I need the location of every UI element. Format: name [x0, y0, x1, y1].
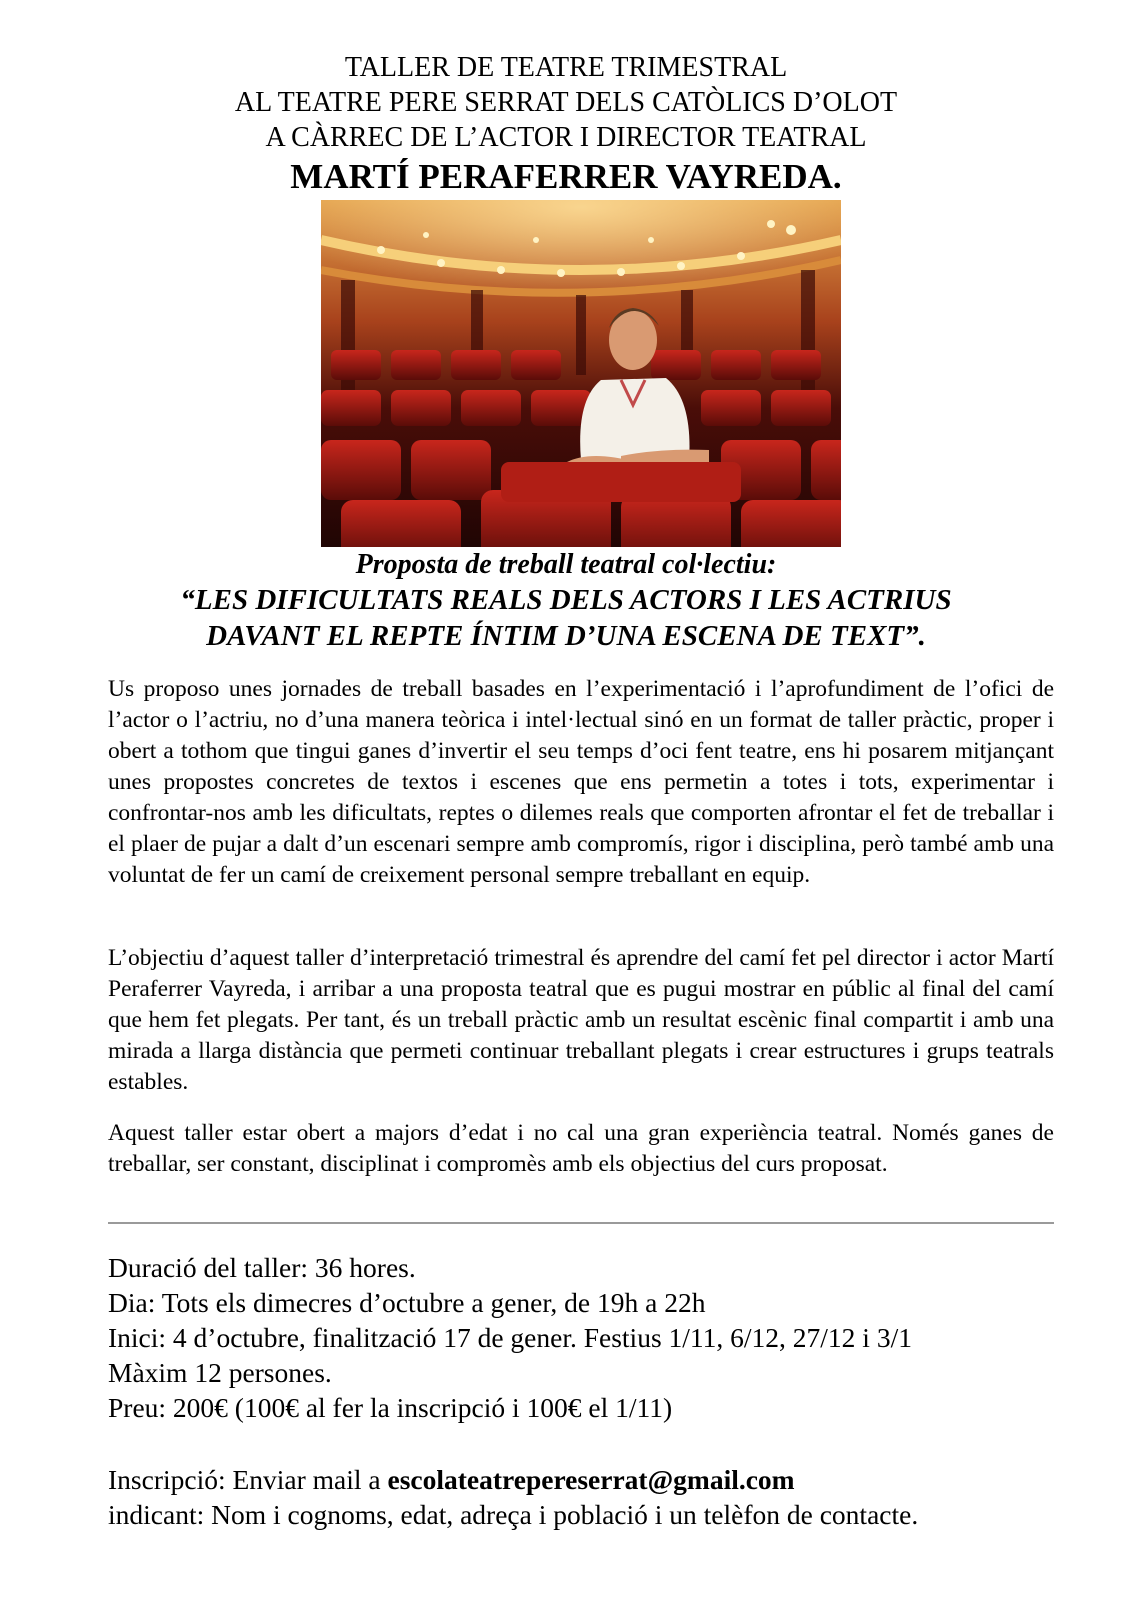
header-line-1: TALLER DE TEATRE TRIMESTRAL	[344, 52, 788, 83]
signup-info	[108, 1462, 1068, 1532]
theatre-photo-icon	[321, 200, 841, 547]
max-text: Màxim 12 persones.	[108, 1357, 332, 1388]
director-name: MARTÍ PERAFERRER VAYREDA.	[290, 157, 842, 196]
proposal-line-3: DAVANT EL REPTE ÍNTIM D’UNA ESCENA DE TEXT”.	[206, 620, 926, 652]
proposal-line-2: “LES DIFICULTATS REALS DELS ACTORS I LES ACTRIUS	[180, 584, 952, 616]
start-text: Inici: 4 d’octubre, finalització 17 de gener. Festius 1/11, 6/12, 27/12 i 3/1	[108, 1322, 912, 1353]
header	[0, 50, 1132, 199]
day-text: Dia: Tots els dimecres d’octubre a gener, de 19h a 22h	[108, 1287, 706, 1318]
paragraph-intro: Us proposo unes jornades de treball basades en l’experimentació i l’aprofundiment de l’ofici de l’actor o l’actriu, no d’una manera teòrica i intel·lectual sinó en un format de taller pràctic, proper i obert a tothom que tingui ganes d’invertir el seu temps d’oci fent teatre, ens hi posarem mitjançant unes propostes concretes de textos i escenes que ens permetin a totes i tots, experimentar i confrontar-nos amb les dificultats, reptes o dilemes reals que comporten afrontar el fet de treballar i el plaer de pujar a dalt d’un escenari sempre amb compromís, rigor i disciplina, però també amb una voluntat de fer un camí de creixement personal sempre treballant en equip.	[108, 676, 1054, 888]
proposal-title	[60, 548, 1072, 654]
paragraph-objective: L’objectiu d’aquest taller d’interpretació trimestral és aprendre del camí fet pel director i actor Martí Peraferrer Vayreda, i arribar a una proposta teatral que es pugui mostrar en públic al final del camí que hem fet plegats. Per tant, és un treball pràctic amb un resultat escènic final compartit i amb una mirada a llarga distància que permeti continuar treballant plegats i crear estructures i grups teatrals estables.	[108, 945, 1054, 1095]
duration-text: Duració del taller: 36 hores.	[108, 1252, 416, 1283]
paragraph-requirements: Aquest taller estar obert a majors d’edat i no cal una gran experiència teatral. Només ganes de treballar, ser constant, disciplinat i compromès amb els objectius del curs proposat.	[108, 1120, 1054, 1177]
signup-line-1	[108, 1462, 1068, 1497]
divider	[108, 1222, 1054, 1224]
theatre-photo	[321, 200, 841, 547]
proposal-line-1: Proposta de treball teatral col·lectiu:	[355, 549, 777, 580]
signup-prefix: Inscripció: Enviar mail a	[108, 1464, 388, 1495]
signup-email-link[interactable]: escolateatrepereserrat@gmail.com	[387, 1464, 795, 1495]
signup-line-2: indicant: Nom i cognoms, edat, adreça i població i un telèfon de contacte.	[108, 1499, 919, 1530]
price-text: Preu: 200€ (100€ al fer la inscripció i 100€ el 1/11)	[108, 1392, 673, 1423]
header-line-2: AL TEATRE PERE SERRAT DELS CATÒLICS D’OLOT	[234, 87, 898, 118]
header-line-3: A CÀRREC DE L’ACTOR I DIRECTOR TEATRAL	[265, 122, 867, 153]
workshop-details	[108, 1250, 1068, 1425]
